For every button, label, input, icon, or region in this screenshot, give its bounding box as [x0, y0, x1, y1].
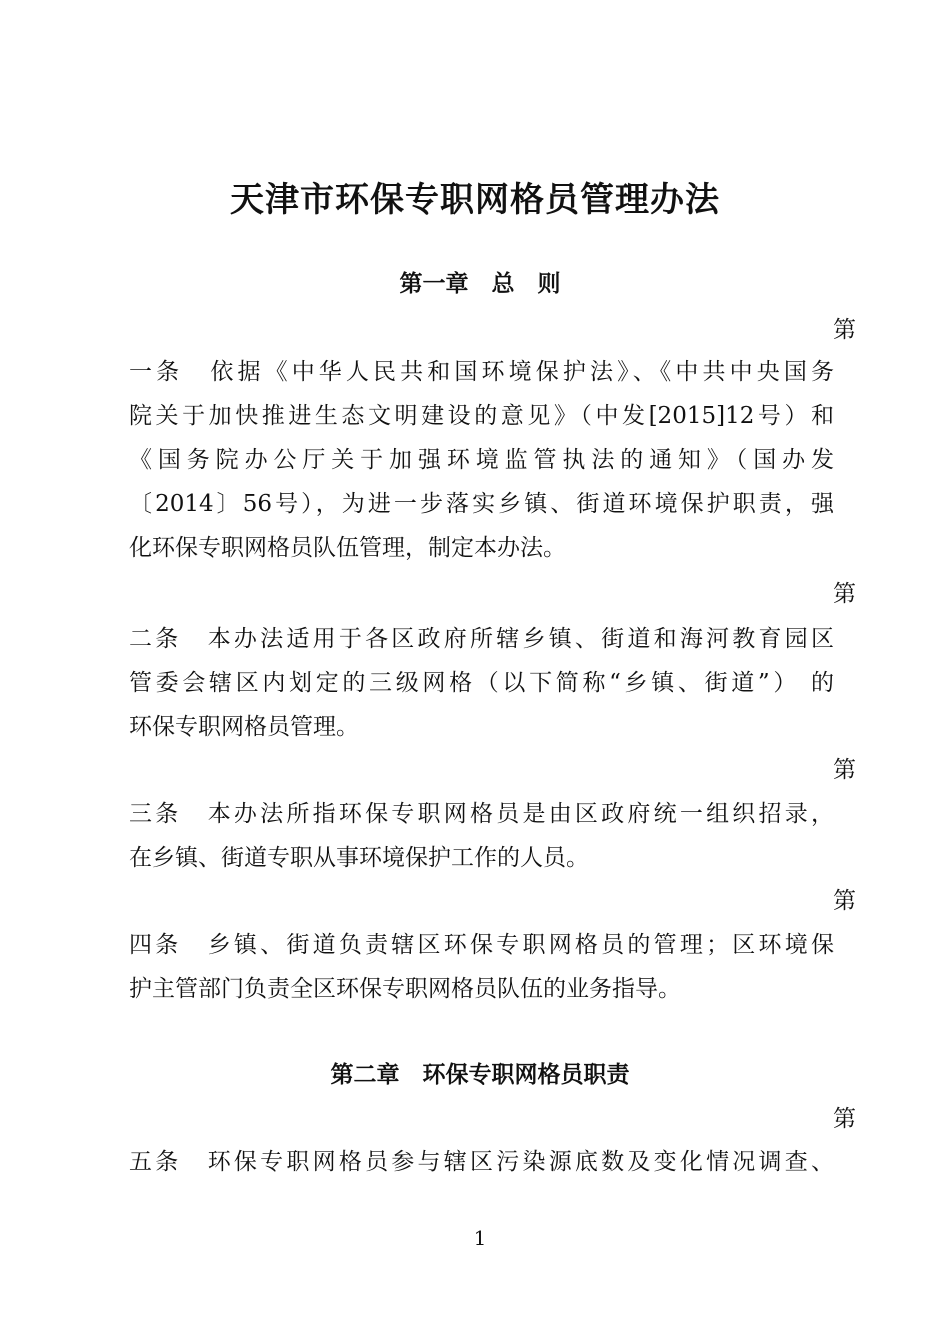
article-2-line: 环保专职网格员管理。 — [129, 714, 359, 740]
article-1-line: 《国务院办公厅关于加强环境监管执法的通知》（国办发 — [129, 447, 834, 473]
article-2-marker: 第 — [833, 581, 856, 607]
article-4-marker: 第 — [833, 888, 856, 914]
article-1-line: 一条 依据《中华人民共和国环境保护法》、《中共中央国务 — [129, 359, 834, 385]
article-1-marker: 第 — [833, 317, 856, 343]
chapter-1-heading: 第一章 总 则 — [399, 271, 561, 297]
article-1-line: 化环保专职网格员队伍管理，制定本办法。 — [129, 535, 566, 561]
document-title: 天津市环保专职网格员管理办法 — [230, 180, 720, 220]
article-4-line: 护主管部门负责全区环保专职网格员队伍的业务指导。 — [129, 976, 681, 1002]
article-4-line: 四条 乡镇、街道负责辖区环保专职网格员的管理；区环境保 — [129, 932, 834, 958]
article-2-line: 二条 本办法适用于各区政府所辖乡镇、街道和海河教育园区 — [129, 626, 834, 652]
article-3-line: 在乡镇、街道专职从事环境保护工作的人员。 — [129, 845, 589, 871]
article-5-marker: 第 — [833, 1106, 856, 1132]
article-5-line: 五条 环保专职网格员参与辖区污染源底数及变化情况调查、 — [129, 1149, 834, 1175]
article-2-line: 管委会辖区内划定的三级网格（以下简称“乡镇、街道”） 的 — [129, 670, 834, 696]
page-number: 1 — [473, 1226, 487, 1250]
article-3-marker: 第 — [833, 757, 856, 783]
chapter-2-heading: 第二章 环保专职网格员职责 — [330, 1062, 630, 1088]
article-1-line: 院关于加快推进生态文明建设的意见》（中发[2015]12号）和 — [129, 403, 834, 429]
article-3-line: 三条 本办法所指环保专职网格员是由区政府统一组织招录， — [129, 801, 834, 827]
article-1-line: 〔2014〕56号），为进一步落实乡镇、街道环境保护职责，强 — [129, 491, 834, 517]
